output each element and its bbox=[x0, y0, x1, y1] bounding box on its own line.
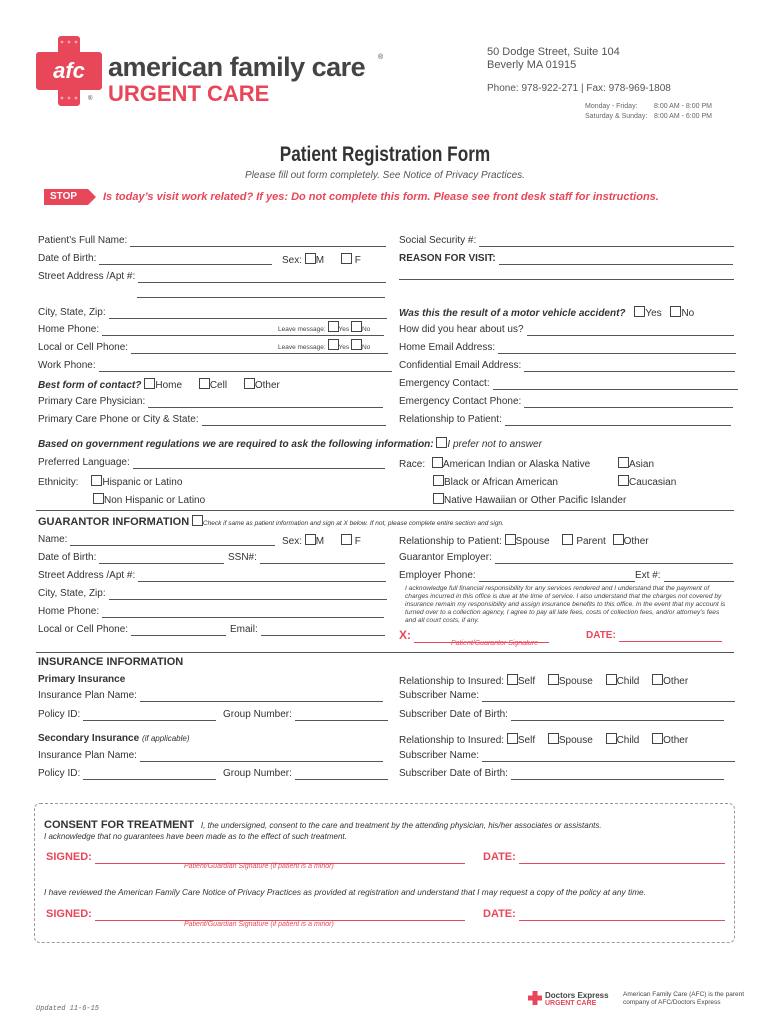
s-subscriber-field[interactable] bbox=[482, 761, 735, 762]
g-employer-field[interactable] bbox=[495, 563, 733, 564]
cell-msg-no-checkbox[interactable] bbox=[351, 339, 362, 350]
home-msg-yes-checkbox[interactable] bbox=[328, 321, 339, 332]
sex-row bbox=[282, 253, 361, 267]
home-leave-msg bbox=[278, 321, 370, 336]
home-msg-no-checkbox[interactable] bbox=[351, 321, 362, 332]
non-hispanic-checkbox[interactable] bbox=[93, 493, 104, 504]
sex-f-label: F bbox=[354, 255, 361, 266]
g-date-row bbox=[586, 630, 722, 642]
p-group-field[interactable] bbox=[295, 720, 388, 721]
s-rel-self-label: Self bbox=[517, 735, 536, 746]
race-hawaiian-label: Native Hawaiian or Other Pacific Islander bbox=[444, 495, 627, 506]
g-street-field[interactable] bbox=[138, 581, 386, 582]
g-ext-field[interactable] bbox=[664, 581, 734, 582]
p-subscriber-row bbox=[399, 690, 735, 702]
p-rel-child-label: Child bbox=[616, 676, 640, 687]
g-sex-f-label: F bbox=[354, 536, 361, 547]
stop-label: STOP bbox=[50, 191, 78, 202]
p-plan-label: Insurance Plan Name: bbox=[38, 690, 137, 701]
hours2-label: Saturday & Sunday: bbox=[585, 113, 648, 120]
pcp-label: Primary Care Physician: bbox=[38, 396, 146, 407]
g-street-row bbox=[38, 570, 386, 582]
contact-home-label: Home bbox=[155, 380, 183, 391]
race-row-1 bbox=[399, 457, 590, 471]
logo-text: afc bbox=[53, 58, 85, 83]
hours2-value: 8:00 AM - 6:00 PM bbox=[654, 113, 712, 120]
p-sub-dob-label: Subscriber Date of Birth: bbox=[399, 709, 508, 720]
p-sub-dob-row bbox=[399, 709, 724, 721]
p-policy-label: Policy ID: bbox=[38, 709, 81, 720]
g-city-row bbox=[38, 588, 387, 600]
race-hawaiian-row bbox=[433, 493, 626, 507]
g-sex-row bbox=[282, 534, 361, 548]
cell-leave-msg bbox=[278, 339, 370, 354]
language-row bbox=[38, 457, 385, 469]
p-group-label: Group Number: bbox=[223, 709, 292, 720]
g-home-phone-row bbox=[38, 606, 384, 618]
g-email-row bbox=[230, 624, 385, 636]
race-caucasian-checkbox[interactable] bbox=[618, 475, 629, 486]
work-phone-label: Work Phone: bbox=[38, 360, 96, 371]
g-ssn-label: SSN#: bbox=[228, 552, 257, 563]
g-sig-caption: Patient/Guarantor Signature bbox=[451, 640, 539, 647]
sex-label: Sex: bbox=[282, 255, 303, 266]
p-rel-spouse-checkbox[interactable] bbox=[548, 674, 559, 685]
ssn-label: Social Security #: bbox=[399, 235, 477, 246]
g-name-row bbox=[38, 534, 275, 546]
s-rel-child-label: Child bbox=[616, 735, 640, 746]
prefer-not-label: I prefer not to answer bbox=[447, 439, 542, 450]
pcp-phone-field[interactable] bbox=[202, 425, 386, 426]
g-rel-parent-checkbox[interactable] bbox=[562, 534, 573, 545]
motor-row bbox=[399, 306, 694, 320]
race-american-indian-checkbox[interactable] bbox=[432, 457, 443, 468]
g-dob-row bbox=[38, 552, 224, 564]
s-subscriber-label: Subscriber Name: bbox=[399, 750, 480, 761]
emergency-phone-field[interactable] bbox=[524, 407, 733, 408]
race-hawaiian-checkbox[interactable] bbox=[433, 493, 444, 504]
language-label: Preferred Language: bbox=[38, 457, 130, 468]
updated-date: Updated 11-6-15 bbox=[36, 1005, 100, 1013]
privacy-date-field[interactable] bbox=[519, 920, 725, 921]
race-caucasian-label: Caucasian bbox=[629, 477, 677, 488]
work-phone-row bbox=[38, 360, 392, 372]
g-dob-field[interactable] bbox=[99, 563, 224, 564]
g-sex-f-checkbox[interactable] bbox=[341, 534, 352, 545]
g-street-label: Street Address /Apt #: bbox=[38, 570, 136, 581]
brand-line2: URGENT CARE bbox=[108, 81, 270, 106]
privacy-date-label: DATE: bbox=[483, 908, 516, 920]
home-phone-label: Home Phone: bbox=[38, 324, 100, 335]
g-employer-row bbox=[399, 552, 733, 564]
prefer-not-checkbox[interactable] bbox=[436, 437, 447, 448]
reason-label: REASON FOR VISIT: bbox=[399, 253, 496, 264]
privacy-text: I have reviewed the American Family Care Notice of Privacy Practices as provided at registration and understand that I may request a copy of the policy at any time. bbox=[44, 887, 646, 897]
contact-home-checkbox[interactable] bbox=[144, 378, 155, 389]
de-brand: Doctors Express bbox=[545, 991, 609, 1000]
g-emp-phone-label: Employer Phone: bbox=[399, 570, 476, 581]
g-cell-row bbox=[38, 624, 226, 636]
s-group-row bbox=[223, 768, 388, 780]
g-x-label: X: bbox=[399, 628, 411, 642]
hear-field[interactable] bbox=[527, 335, 734, 336]
p-rel-other-checkbox[interactable] bbox=[652, 674, 663, 685]
g-sex-m-label: M bbox=[315, 536, 325, 547]
s-rel-row bbox=[399, 733, 688, 747]
demographics-header: Based on government regulations we are required to ask the following information: bbox=[38, 439, 434, 450]
g-city-field[interactable] bbox=[109, 599, 387, 600]
stop-text: Is today’s visit work related? If yes: Do not complete this form. Please see front desk staff for instructions. bbox=[103, 191, 659, 203]
reason-row bbox=[399, 253, 733, 265]
non-hispanic-row bbox=[93, 493, 205, 507]
guarantor-header: GUARANTOR INFORMATION bbox=[38, 516, 190, 528]
g-date-field[interactable] bbox=[619, 641, 722, 642]
relationship-label: Relationship to Patient: bbox=[399, 414, 502, 425]
registered-mark: ® bbox=[378, 54, 384, 61]
page-title: Patient Registration Form bbox=[279, 143, 491, 166]
best-contact-label: Best form of contact? bbox=[38, 380, 142, 391]
no-label: No bbox=[361, 344, 371, 351]
motor-yes-label: Yes bbox=[645, 308, 662, 319]
home-email-label: Home Email Address: bbox=[399, 342, 496, 353]
g-rel-parent-label: Parent bbox=[576, 536, 606, 547]
s-rel-other-label: Other bbox=[663, 735, 689, 746]
emergency-phone-row bbox=[399, 396, 733, 408]
p-rel-label: Relationship to Insured: bbox=[399, 676, 505, 687]
g-ext-row bbox=[635, 570, 734, 582]
g-name-label: Name: bbox=[38, 534, 68, 545]
g-rel-spouse-label: Spouse bbox=[515, 536, 550, 547]
registered-mark-2: ® bbox=[88, 96, 93, 102]
p-rel-child-checkbox[interactable] bbox=[606, 674, 617, 685]
consent-signed-label: SIGNED: bbox=[46, 851, 92, 863]
conf-email-label: Confidential Email Address: bbox=[399, 360, 522, 371]
street-row bbox=[38, 271, 386, 283]
emergency-row bbox=[399, 378, 738, 390]
privacy-sign-row bbox=[46, 908, 465, 921]
city-row bbox=[38, 307, 387, 319]
pcp-phone-row bbox=[38, 414, 386, 426]
race-black-row bbox=[433, 475, 558, 489]
no-label: No bbox=[361, 326, 371, 333]
home-email-row bbox=[399, 342, 736, 354]
reason-field[interactable] bbox=[499, 264, 733, 265]
contact-cell-label: Cell bbox=[209, 380, 228, 391]
p-policy-field[interactable] bbox=[83, 720, 216, 721]
ssn-row bbox=[399, 235, 734, 247]
race-black-checkbox[interactable] bbox=[433, 475, 444, 486]
s-rel-spouse-label: Spouse bbox=[558, 735, 593, 746]
secondary-insurance-row bbox=[38, 733, 190, 745]
g-cell-field[interactable] bbox=[131, 635, 226, 636]
s-rel-label: Relationship to Insured: bbox=[399, 735, 505, 746]
g-home-phone-field[interactable] bbox=[102, 617, 384, 618]
g-email-label: Email: bbox=[230, 624, 258, 635]
parent-company-2: company of AFC/Doctors Express bbox=[623, 999, 721, 1006]
g-emp-phone-field[interactable] bbox=[479, 581, 635, 582]
p-policy-row bbox=[38, 709, 216, 721]
motor-yes-checkbox[interactable] bbox=[634, 306, 645, 317]
ethnicity-row bbox=[38, 475, 182, 489]
s-policy-row bbox=[38, 768, 216, 780]
yes-label: Yes bbox=[338, 326, 350, 333]
p-rel-self-label: Self bbox=[517, 676, 536, 687]
contact-cell-checkbox[interactable] bbox=[199, 378, 210, 389]
motor-no-checkbox[interactable] bbox=[670, 306, 681, 317]
relationship-row bbox=[399, 414, 731, 426]
race-asian-label: Asian bbox=[629, 459, 655, 470]
g-email-field[interactable] bbox=[261, 635, 385, 636]
s-rel-child-checkbox[interactable] bbox=[606, 733, 617, 744]
hours1-value: 8:00 AM - 8:00 PM bbox=[654, 103, 712, 110]
p-rel-spouse-label: Spouse bbox=[558, 676, 593, 687]
pcp-field[interactable] bbox=[148, 407, 383, 408]
g-ack-text: I acknowledge full financial responsibility for any services rendered and I understand that the payment of charges incurred in this office is due at the time of service. I also understand that the charges not covered by insurance remain my responsibility and assign insurance benefits to this office. In the event that my account is turned over to a collection agency, I agree to pay all late fees, costs of collection fees, and/or attorney’s fees and all court costs, if any. bbox=[405, 585, 726, 624]
pcp-phone-label: Primary Care Phone or City & State: bbox=[38, 414, 199, 425]
consent-date-field[interactable] bbox=[519, 863, 725, 864]
dob-row bbox=[38, 253, 272, 265]
if-applicable-label: (if applicable) bbox=[141, 734, 190, 743]
city-field[interactable] bbox=[109, 318, 387, 319]
home-email-field[interactable] bbox=[498, 353, 736, 354]
contact-other-label: Other bbox=[254, 380, 280, 391]
s-subscriber-row bbox=[399, 750, 735, 762]
s-group-label: Group Number: bbox=[223, 768, 292, 779]
emergency-label: Emergency Contact: bbox=[399, 378, 490, 389]
dob-field[interactable] bbox=[99, 264, 272, 265]
conf-email-row bbox=[399, 360, 735, 372]
p-rel-self-checkbox[interactable] bbox=[507, 674, 518, 685]
best-contact-row bbox=[38, 378, 280, 392]
g-ssn-field[interactable] bbox=[260, 563, 385, 564]
motor-no-label: No bbox=[681, 308, 695, 319]
leave-msg-label: Leave message: bbox=[278, 344, 326, 351]
reason-field-line2[interactable] bbox=[399, 279, 734, 280]
brand-line1: american family care bbox=[108, 52, 366, 82]
g-sex-m-checkbox[interactable] bbox=[305, 534, 316, 545]
s-plan-row bbox=[38, 750, 383, 762]
yes-label: Yes bbox=[338, 344, 350, 351]
city-label: City, State, Zip: bbox=[38, 307, 106, 318]
patient-name-label: Patient’s Full Name: bbox=[38, 235, 128, 246]
dob-label: Date of Birth: bbox=[38, 253, 97, 264]
language-field[interactable] bbox=[133, 468, 385, 469]
g-dob-label: Date of Birth: bbox=[38, 552, 97, 563]
s-rel-self-checkbox[interactable] bbox=[507, 733, 518, 744]
contact-other-checkbox[interactable] bbox=[244, 378, 255, 389]
p-plan-field[interactable] bbox=[140, 701, 383, 702]
primary-insurance-label: Primary Insurance bbox=[38, 674, 126, 685]
non-hispanic-label: Non Hispanic or Latino bbox=[104, 495, 206, 506]
g-employer-label: Guarantor Employer: bbox=[399, 552, 492, 563]
g-rel-other-checkbox[interactable] bbox=[613, 534, 624, 545]
stop-badge bbox=[44, 189, 96, 205]
phone-fax: Phone: 978-922-271 | Fax: 978-969-1808 bbox=[487, 83, 671, 94]
consent-text1: I, the undersigned, consent to the care and treatment by the attending physician, his/her associates or assistants. bbox=[200, 821, 602, 830]
insurance-divider bbox=[36, 652, 734, 653]
parent-company-1: American Family Care (AFC) is the parent bbox=[623, 991, 745, 998]
consent-date-label: DATE: bbox=[483, 851, 516, 863]
ssn-field[interactable] bbox=[479, 246, 734, 247]
consent-sig-caption: Patient/Guardian Signature (if patient is a minor) bbox=[184, 863, 334, 870]
street-field[interactable] bbox=[138, 282, 386, 283]
g-rel-label: Relationship to Patient: bbox=[399, 536, 502, 547]
p-rel-other-label: Other bbox=[663, 676, 689, 687]
race-label: Race: bbox=[399, 459, 426, 470]
pcp-row bbox=[38, 396, 383, 408]
sex-m-label: M bbox=[315, 255, 325, 266]
consent-header: CONSENT FOR TREATMENT bbox=[44, 819, 195, 831]
de-sub: URGENT CARE bbox=[545, 1000, 597, 1007]
motor-label: Was this the result of a motor vehicle accident? bbox=[399, 308, 626, 319]
page-subtitle: Please fill out form completely. See Notice of Privacy Practices. bbox=[245, 170, 525, 181]
leave-msg-label: Leave message: bbox=[278, 326, 326, 333]
g-name-field[interactable] bbox=[70, 545, 275, 546]
street-label: Street Address /Apt #: bbox=[38, 271, 136, 282]
emergency-field[interactable] bbox=[493, 389, 738, 390]
s-sub-dob-label: Subscriber Date of Birth: bbox=[399, 768, 508, 779]
guarantor-divider bbox=[36, 510, 734, 511]
consent-text2: I acknowledge that no guarantees have been made as to the effect of such treatment. bbox=[44, 832, 347, 841]
relationship-field[interactable] bbox=[505, 425, 731, 426]
privacy-sig-caption: Patient/Guardian Signature (if patient is a minor) bbox=[184, 921, 334, 928]
p-subscriber-label: Subscriber Name: bbox=[399, 690, 480, 701]
s-sub-dob-field[interactable] bbox=[511, 779, 724, 780]
insurance-header: INSURANCE INFORMATION bbox=[38, 656, 184, 668]
guarantor-check-note: Check if same as patient information and sign at X below. If not, please complete entire section and sign. bbox=[202, 520, 504, 527]
p-group-row bbox=[223, 709, 388, 721]
g-date-label: DATE: bbox=[586, 630, 616, 641]
hispanic-label: Hispanic or Latino bbox=[102, 477, 183, 488]
s-rel-spouse-checkbox[interactable] bbox=[548, 733, 559, 744]
cell-msg-yes-checkbox[interactable] bbox=[328, 339, 339, 350]
race-american-indian-label: American Indian or Alaska Native bbox=[442, 459, 591, 470]
ethnicity-label: Ethnicity: bbox=[38, 477, 79, 488]
emergency-phone-label: Emergency Contact Phone: bbox=[399, 396, 522, 407]
hear-row bbox=[399, 324, 734, 336]
g-sex-label: Sex: bbox=[282, 536, 303, 547]
race-asian-row bbox=[618, 457, 654, 471]
sex-m-checkbox[interactable] bbox=[305, 253, 316, 264]
hours1-label: Monday - Friday: bbox=[585, 103, 638, 110]
g-rel-row bbox=[399, 534, 649, 548]
cell-phone-label: Local or Cell Phone: bbox=[38, 342, 129, 353]
p-subscriber-field[interactable] bbox=[482, 701, 735, 702]
s-plan-field[interactable] bbox=[140, 761, 383, 762]
patient-name-field[interactable] bbox=[130, 246, 386, 247]
demographics-header-row bbox=[38, 437, 542, 451]
work-phone-field[interactable] bbox=[99, 371, 392, 372]
consent-date-row bbox=[483, 851, 725, 864]
s-plan-label: Insurance Plan Name: bbox=[38, 750, 137, 761]
g-ext-label: Ext #: bbox=[635, 570, 661, 581]
privacy-date-row bbox=[483, 908, 725, 921]
hear-label: How did you hear about us? bbox=[399, 324, 524, 335]
p-sub-dob-field[interactable] bbox=[511, 720, 724, 721]
conf-email-field[interactable] bbox=[524, 371, 735, 372]
g-emp-phone-row bbox=[399, 570, 635, 582]
guarantor-same-checkbox[interactable] bbox=[192, 515, 203, 526]
address-line1: 50 Dodge Street, Suite 104 bbox=[487, 46, 620, 58]
g-ssn-row bbox=[228, 552, 385, 564]
patient-name-row bbox=[38, 235, 386, 247]
guarantor-header-row bbox=[38, 515, 504, 530]
g-rel-spouse-checkbox[interactable] bbox=[505, 534, 516, 545]
g-rel-other-label: Other bbox=[623, 536, 649, 547]
s-policy-label: Policy ID: bbox=[38, 768, 81, 779]
s-group-field[interactable] bbox=[295, 779, 388, 780]
secondary-insurance-label: Secondary Insurance bbox=[38, 733, 140, 744]
g-cell-label: Local or Cell Phone: bbox=[38, 624, 129, 635]
address-line2: Beverly MA 01915 bbox=[487, 59, 577, 71]
race-caucasian-row bbox=[618, 475, 676, 489]
race-asian-checkbox[interactable] bbox=[618, 457, 629, 468]
g-city-label: City, State, Zip: bbox=[38, 588, 106, 599]
hispanic-checkbox[interactable] bbox=[91, 475, 102, 486]
street-field-line2[interactable] bbox=[137, 297, 385, 298]
doctors-express-cross-icon bbox=[528, 991, 542, 1005]
s-rel-other-checkbox[interactable] bbox=[652, 733, 663, 744]
privacy-signed-label: SIGNED: bbox=[46, 908, 92, 920]
p-rel-row bbox=[399, 674, 688, 688]
s-sub-dob-row bbox=[399, 768, 724, 780]
g-home-phone-label: Home Phone: bbox=[38, 606, 100, 617]
race-black-label: Black or African American bbox=[444, 477, 558, 488]
p-plan-row bbox=[38, 690, 383, 702]
s-policy-field[interactable] bbox=[83, 779, 216, 780]
sex-f-checkbox[interactable] bbox=[341, 253, 352, 264]
doctors-express-logo bbox=[528, 991, 542, 1005]
